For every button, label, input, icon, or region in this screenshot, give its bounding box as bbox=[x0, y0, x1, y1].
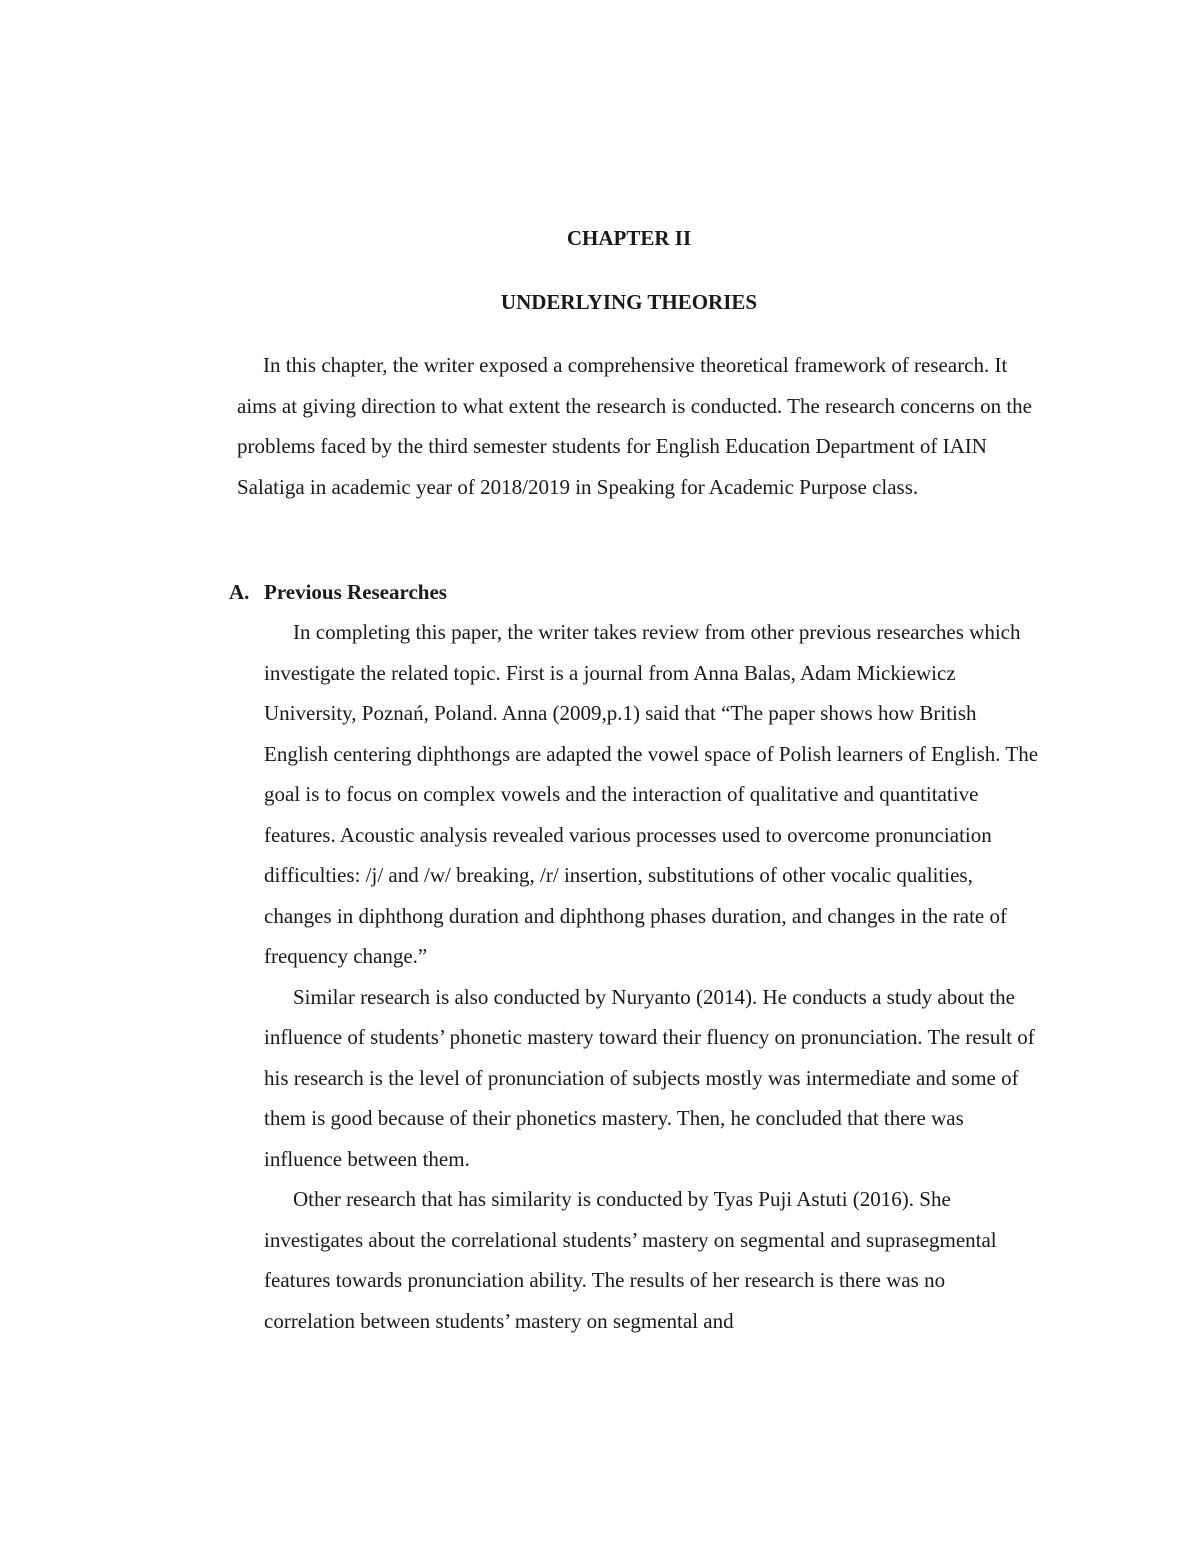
chapter-title: CHAPTER II bbox=[566, 226, 692, 250]
chapter-intro bbox=[237, 345, 1037, 507]
body-paragraph: Similar research is also conducted by Nuryanto (2014). He conducts a study about the influence of students’ phonetic mastery toward their fluency on pronunciation. The result of his research is the level of pronunciation of subjects mostly was intermediate and some of them is good because of their phonetics mastery. Then, he concluded that there was influence between them. bbox=[264, 984, 1035, 1171]
chapter-subtitle: UNDERLYING THEORIES bbox=[500, 290, 758, 314]
section-letter: A. bbox=[229, 580, 250, 604]
body-paragraph: Other research that has similarity is conducted by Tyas Puji Astuti (2016). She investigates about the correlational students’ mastery on segmental and suprasegmental features towards pronunciation ability. The results of her research is there was no correlation between students’ mastery on segmental and bbox=[264, 1187, 997, 1333]
section-title: Previous Researches bbox=[264, 580, 447, 604]
section-heading bbox=[229, 574, 447, 610]
body-paragraph: In completing this paper, the writer takes review from other previous researches which investigate the related topic. First is a journal from Anna Balas, Adam Mickiewicz University, Poznań, Poland. Anna (2009,p.1) said that “The paper shows how British English centering diphthongs are adapted the vowel space of Polish learners of English. The goal is to focus on complex vowels and the interaction of qualitative and quantitative features. Acoustic analysis revealed various processes used to overcome pronunciation difficulties: /j/ and /w/ breaking, /r/ insertion, substitutions of other vocalic qualities, changes in diphthong duration and diphthong phases duration, and changes in the rate of frequency change.” bbox=[264, 620, 1039, 968]
section-body bbox=[264, 612, 1039, 1341]
intro-paragraph: In this chapter, the writer exposed a comprehensive theoretical framework of research. It aims at giving direction to what extent the research is conducted. The research concerns on the problems faced by the third semester students for English Education Department of IAIN Salatiga in academic year of 2018/2019 in Speaking for Academic Purpose class. bbox=[237, 353, 1032, 499]
